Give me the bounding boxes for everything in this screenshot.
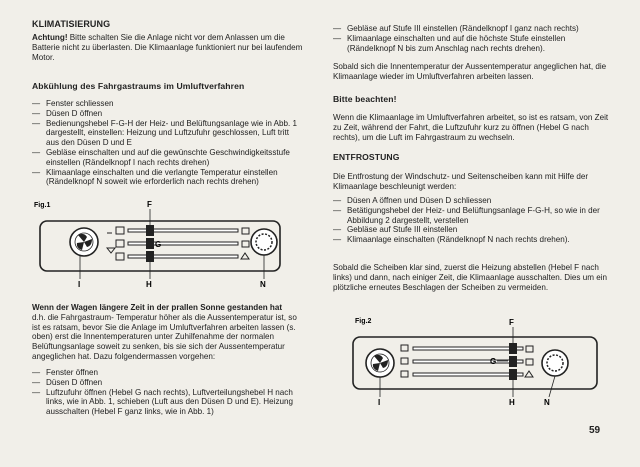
list-item: — Gebläse auf Stufe III einstellen bbox=[333, 225, 609, 235]
warning-text: Bitte schalten Sie die Anlage nicht vor dem Anlassen um die Batterie nicht zu überlasten. Die Klimaanlage funktioniert nur bei laufendem Motor. bbox=[32, 33, 303, 62]
indicator-square bbox=[526, 359, 533, 365]
label-f: F bbox=[509, 318, 514, 327]
temperature-knob-n bbox=[542, 350, 568, 376]
list-item: — Klimaanlage einschalten und die verlangte Temperatur einstellen (Rändelknopf N soweit wie erforderlich nach rechts drehen) bbox=[32, 168, 304, 188]
indicator-square bbox=[242, 228, 249, 234]
list-item: — Düsen D öffnen bbox=[32, 378, 304, 388]
defrost-heading: ENTFROSTUNG bbox=[333, 152, 400, 162]
list-item: — Luftzufuhr öffnen (Hebel G nach rechts), Luftverteilungshebel H nach links, wie in Abb. 1, schieben (Luft aus den Düsen D und E). Heizung ausschalten (Hebel F ganz links, wie in Abb. 1) bbox=[32, 388, 304, 417]
figure-label: Fig.1 bbox=[34, 202, 51, 209]
temperature-knob-n bbox=[251, 229, 277, 255]
list-item: — Düsen D öffnen bbox=[32, 109, 304, 119]
up-arrow-icon bbox=[525, 371, 533, 377]
sun-steps-list bbox=[32, 368, 304, 417]
label-h: H bbox=[146, 280, 152, 289]
slider-g bbox=[401, 356, 523, 367]
label-n: N bbox=[260, 280, 266, 289]
section-heading-climatisation: KLIMATISIERUNG bbox=[32, 19, 111, 29]
list-item: — Düsen A öffnen und Düsen D schliessen bbox=[333, 196, 609, 206]
label-g: G bbox=[155, 240, 162, 249]
slider-f bbox=[401, 343, 523, 354]
figure-2 bbox=[333, 313, 609, 413]
fan-knob-i bbox=[70, 228, 98, 256]
list-item: — Klimaanlage einschalten (Rändelknopf N nach rechts drehen). bbox=[333, 235, 609, 245]
warning-paragraph bbox=[32, 33, 304, 62]
label-h: H bbox=[509, 398, 515, 407]
defrost-paragraph: Die Entfrostung der Windschutz- und Seitenscheiben kann mit Hilfe der Klimaanlage beschleunigt werden: bbox=[333, 172, 589, 191]
label-i: I bbox=[378, 398, 381, 407]
figure-1 bbox=[32, 197, 304, 291]
label-i: I bbox=[78, 280, 81, 289]
slider-g bbox=[116, 238, 238, 249]
clear-paragraph: Sobald die Scheiben klar sind, zuerst die Heizung abstellen (Hebel F nach links) und dann, nach einiger Zeit, die Klimaanlage ausschalten. Dies um ein plötzliche erneutes Beschlagen der Scheiben zu vermeiden. bbox=[333, 263, 607, 292]
fan-icon bbox=[107, 233, 115, 253]
warning-label: Achtung! bbox=[32, 33, 68, 42]
slider-f bbox=[116, 225, 238, 236]
list-item: — Fenster schliessen bbox=[32, 99, 304, 109]
indicator-square bbox=[526, 346, 533, 352]
list-item: — Betätigungshebel der Heiz- und Belüftungsanlage F-G-H, so wie in der Abbildung 2 dargestellt, verstellen bbox=[333, 206, 609, 226]
fan-knob-i bbox=[366, 349, 394, 377]
note-paragraph: Wenn die Klimaanlage im Umluftverfahren arbeitet, so ist es ratsam, von Zeit zu Zeit, während der Fahrt, die Luftzufuhr kurz zu öffnen (Hebel G nach rechts), um die Luft im Fahrgastraum zu wechseln. bbox=[333, 113, 609, 142]
slider-h bbox=[401, 369, 523, 380]
list-item: — Bedienungshebel F-G-H der Heiz- und Belüftungsanlage wie in Abb. 1 dargestellt, einstellen: Heizung und Luftzufuhr geschlossen, Luft tritt aus den Düsen D und E bbox=[32, 119, 304, 148]
cooling-heading: Abkühlung des Fahrgastraums im Umluftverfahren bbox=[32, 81, 245, 91]
page-number: 59 bbox=[589, 425, 601, 436]
list-item: — Gebläse einschalten und auf die gewünschte Geschwindigkeitsstufe einstellen (Rändelknopf I nach rechts drehen) bbox=[32, 148, 304, 168]
list-item: — Klimaanlage einschalten und auf die höchste Stufe einstellen (Rändelknopf N bis zum Anschlag nach rechts drehen). bbox=[333, 34, 609, 54]
indicator-square bbox=[242, 241, 249, 247]
cooling-steps-list bbox=[32, 99, 304, 187]
sun-text: d.h. die Fahrgastraum- Temperatur höher als die Aussentemperatur ist, so ist es ratsam, bevor Sie die Anlage im Umluftverfahren arbeiten lassen (s. oben) erst die Innentemperaturen unter Zuhilfenahme der normalen Belüftungsanlage soweit zu senken, bis sie sich der Aussentemperatur angeglichen hat. Dazu folgendermassen vorgehen: bbox=[32, 312, 297, 361]
up-arrow-icon bbox=[241, 253, 249, 259]
note-heading: Bitte beachten! bbox=[333, 94, 397, 104]
label-n: N bbox=[544, 398, 550, 407]
list-item: — Fenster öffnen bbox=[32, 368, 304, 378]
label-f: F bbox=[147, 200, 152, 209]
defrost-steps-list bbox=[333, 196, 609, 245]
slider-h bbox=[116, 251, 238, 262]
control-panel-diagram-1 bbox=[32, 197, 304, 291]
list-item: — Gebläse auf Stufe III einstellen (Rändelknopf I ganz nach rechts) bbox=[333, 24, 609, 34]
continued-steps-list bbox=[333, 24, 609, 53]
continued-paragraph: Sobald sich die Innentemperatur der Aussentemperatur angeglichen hat, die Klimaanlage wieder im Umluftverfahren arbeiten lassen. bbox=[333, 62, 607, 81]
figure-label: Fig.2 bbox=[355, 318, 372, 325]
control-panel-diagram-2 bbox=[333, 313, 609, 413]
sun-heading: Wenn der Wagen längere Zeit in der prallen Sonne gestanden hat bbox=[32, 303, 283, 312]
label-g: G bbox=[490, 357, 497, 366]
sun-paragraph bbox=[32, 303, 304, 362]
